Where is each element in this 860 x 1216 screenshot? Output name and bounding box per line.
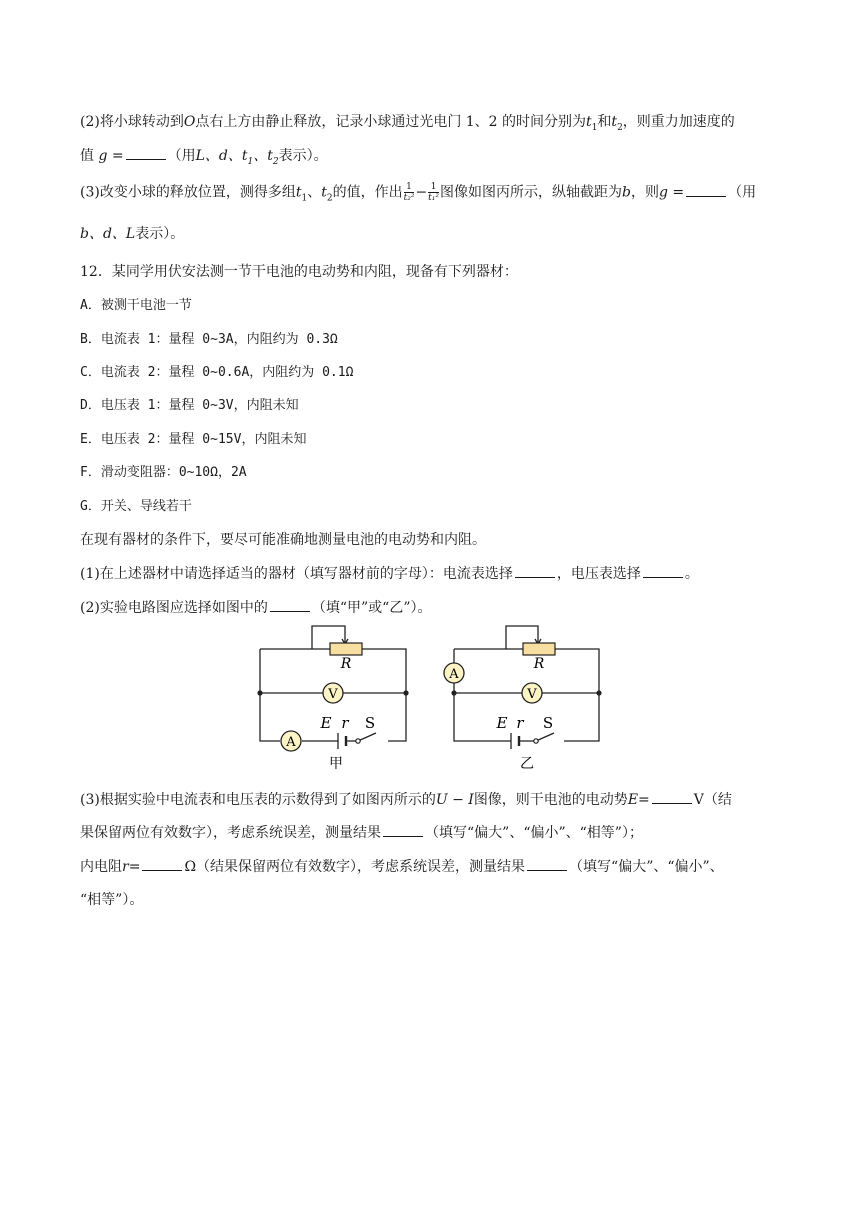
- text: ，则重力加速度的: [622, 114, 735, 130]
- q12-part3-line3: [80, 857, 780, 877]
- switch-pivot: [356, 739, 360, 743]
- caption-jia: 甲: [329, 756, 343, 772]
- var-t2: t: [321, 184, 327, 201]
- denominator: t₂²: [403, 193, 415, 203]
- label-A: A: [449, 667, 459, 682]
- text: Ω（结果保留两位有效数字），考虑系统误差，测量结果: [184, 859, 526, 875]
- vars: L、d、t: [195, 148, 248, 164]
- fraction-1-over-t2sq: [404, 182, 415, 203]
- caption-yi: 乙: [520, 756, 534, 772]
- resistor-R: [330, 643, 362, 655]
- resistor-R: [523, 643, 555, 655]
- label-R: R: [340, 656, 352, 672]
- text: 图像，则干电池的电动势: [473, 792, 628, 808]
- label-V: V: [328, 687, 338, 702]
- text: （填写“偏大”、“偏小”、: [569, 859, 724, 875]
- circuit-diagrams: [250, 622, 620, 774]
- q12-part2: [80, 598, 780, 618]
- text: ，电压表选择: [556, 566, 641, 582]
- text: (2)将小球转动到: [80, 114, 184, 130]
- switch-pivot: [534, 739, 538, 743]
- sub: 2: [272, 156, 279, 167]
- label-E: E: [320, 714, 332, 732]
- var-t1: t: [295, 184, 302, 201]
- text: 和: [597, 114, 612, 130]
- option-b: B．电流表 1：量程 0~3A，内阻约为 0.3Ω: [80, 332, 338, 347]
- sub: 2: [617, 122, 623, 133]
- vars: 、t: [253, 148, 273, 164]
- switch-blade: [536, 733, 554, 741]
- emf-error-answer-blank[interactable]: [383, 823, 423, 837]
- var-t1: t: [586, 114, 592, 130]
- label-A: A: [286, 735, 296, 750]
- text: 图像如图丙所示，纵轴截距为: [440, 184, 623, 201]
- text: 值: [80, 148, 94, 164]
- text: (3)改变小球的释放位置，测得多组: [80, 184, 296, 201]
- var-U-I: U − I: [435, 792, 474, 808]
- sub: 1: [247, 156, 254, 167]
- text: V（结: [693, 792, 732, 808]
- text: (1)在上述器材中请选择适当的器材（填写器材前的字母）：电流表选择: [80, 566, 513, 582]
- var-t2: t: [611, 114, 618, 130]
- ammeter-answer-blank[interactable]: [515, 564, 555, 578]
- option-e: E．电压表 2：量程 0~15V，内阻未知: [80, 432, 307, 447]
- voltmeter-answer-blank[interactable]: [643, 564, 683, 578]
- option-g: G．开关、导线若干: [80, 499, 192, 514]
- text: （用: [728, 184, 757, 201]
- label-r: r: [516, 714, 524, 732]
- wire: [454, 683, 511, 741]
- text: （用: [167, 148, 196, 164]
- junction-dot: [257, 690, 262, 695]
- answer-blank[interactable]: [686, 183, 726, 197]
- resistance-error-answer-blank[interactable]: [527, 857, 567, 871]
- numerator: 1: [428, 182, 439, 193]
- text: 内电阻: [80, 859, 122, 875]
- text: =: [107, 148, 124, 164]
- switch-blade: [358, 733, 376, 741]
- q11-part2-line2: [80, 146, 780, 172]
- text: 、: [307, 184, 322, 201]
- var-b: b: [622, 184, 631, 201]
- wire: [555, 649, 599, 741]
- option-a: A．被测干电池一节: [80, 298, 192, 313]
- var-O: O: [183, 114, 196, 130]
- q11-part3-line2: [80, 224, 780, 244]
- vars: b、d、L: [80, 226, 136, 242]
- var-g: g: [98, 148, 108, 164]
- numerator: 1: [404, 182, 415, 193]
- option-d: D．电压表 1：量程 0~3V，内阻未知: [80, 398, 299, 413]
- text: 果保留两位有效数字），考虑系统误差，测量结果: [80, 825, 381, 841]
- junction-dot: [403, 690, 408, 695]
- text: 。: [684, 566, 699, 582]
- q12-part3-line1: [80, 790, 780, 810]
- var-r: r=: [122, 859, 141, 875]
- label-r: r: [341, 714, 349, 732]
- text: （填“甲”或“乙”）。: [311, 600, 432, 616]
- sub: 1: [301, 193, 308, 204]
- text: (2)实验电路图应选择如图中的: [80, 600, 268, 616]
- sub: 1: [591, 122, 598, 133]
- circuit-answer-blank[interactable]: [270, 598, 310, 612]
- text: 的值，作出: [332, 184, 403, 201]
- q11-part3-line1: [80, 182, 780, 208]
- var-E: E=: [627, 792, 650, 808]
- denominator: t₁²: [428, 193, 440, 203]
- resistance-answer-blank[interactable]: [142, 857, 182, 871]
- wire: [260, 649, 280, 741]
- sub: 2: [326, 193, 333, 204]
- text: =: [667, 184, 685, 201]
- q12-part1: [80, 564, 780, 584]
- q12-stem: 12．某同学用伏安法测一节干电池的电动势和内阻，现备有下列器材：: [80, 264, 518, 280]
- answer-blank[interactable]: [126, 146, 166, 160]
- minus-sign: −: [415, 184, 428, 201]
- q12-condition: 在现有器材的条件下，要尽可能准确地测量电池的电动势和内阻。: [80, 532, 486, 548]
- junction-dot: [596, 690, 601, 695]
- label-E: E: [496, 714, 508, 732]
- label-S: S: [542, 714, 554, 732]
- q12-part3-line4: “相等”）。: [80, 892, 144, 908]
- label-V: V: [527, 687, 537, 702]
- text: 表示）。: [278, 148, 328, 164]
- text: 表示）。: [135, 226, 185, 242]
- fraction-1-over-t1sq: [428, 182, 439, 203]
- label-R: R: [533, 656, 545, 672]
- option-c: C．电流表 2：量程 0~0.6A，内阻约为 0.1Ω: [80, 365, 354, 380]
- text: ，则: [630, 184, 659, 201]
- emf-answer-blank[interactable]: [652, 790, 692, 804]
- text: （填写“偏大”、“偏小”、“相等”）；: [425, 825, 643, 841]
- text: 点右上方由静止释放，记录小球通过光电门 1、2 的时间分别为: [195, 114, 587, 130]
- var-g: g: [658, 184, 668, 201]
- junction-dot: [451, 690, 456, 695]
- label-S: S: [364, 714, 376, 732]
- option-f: F．滑动变阻器：0~10Ω，2A: [80, 465, 247, 480]
- q12-part3-line2: [80, 823, 780, 843]
- text: (3)根据实验中电流表和电压表的示数得到了如图丙所示的: [80, 792, 436, 808]
- q11-part2-line1: [80, 112, 780, 138]
